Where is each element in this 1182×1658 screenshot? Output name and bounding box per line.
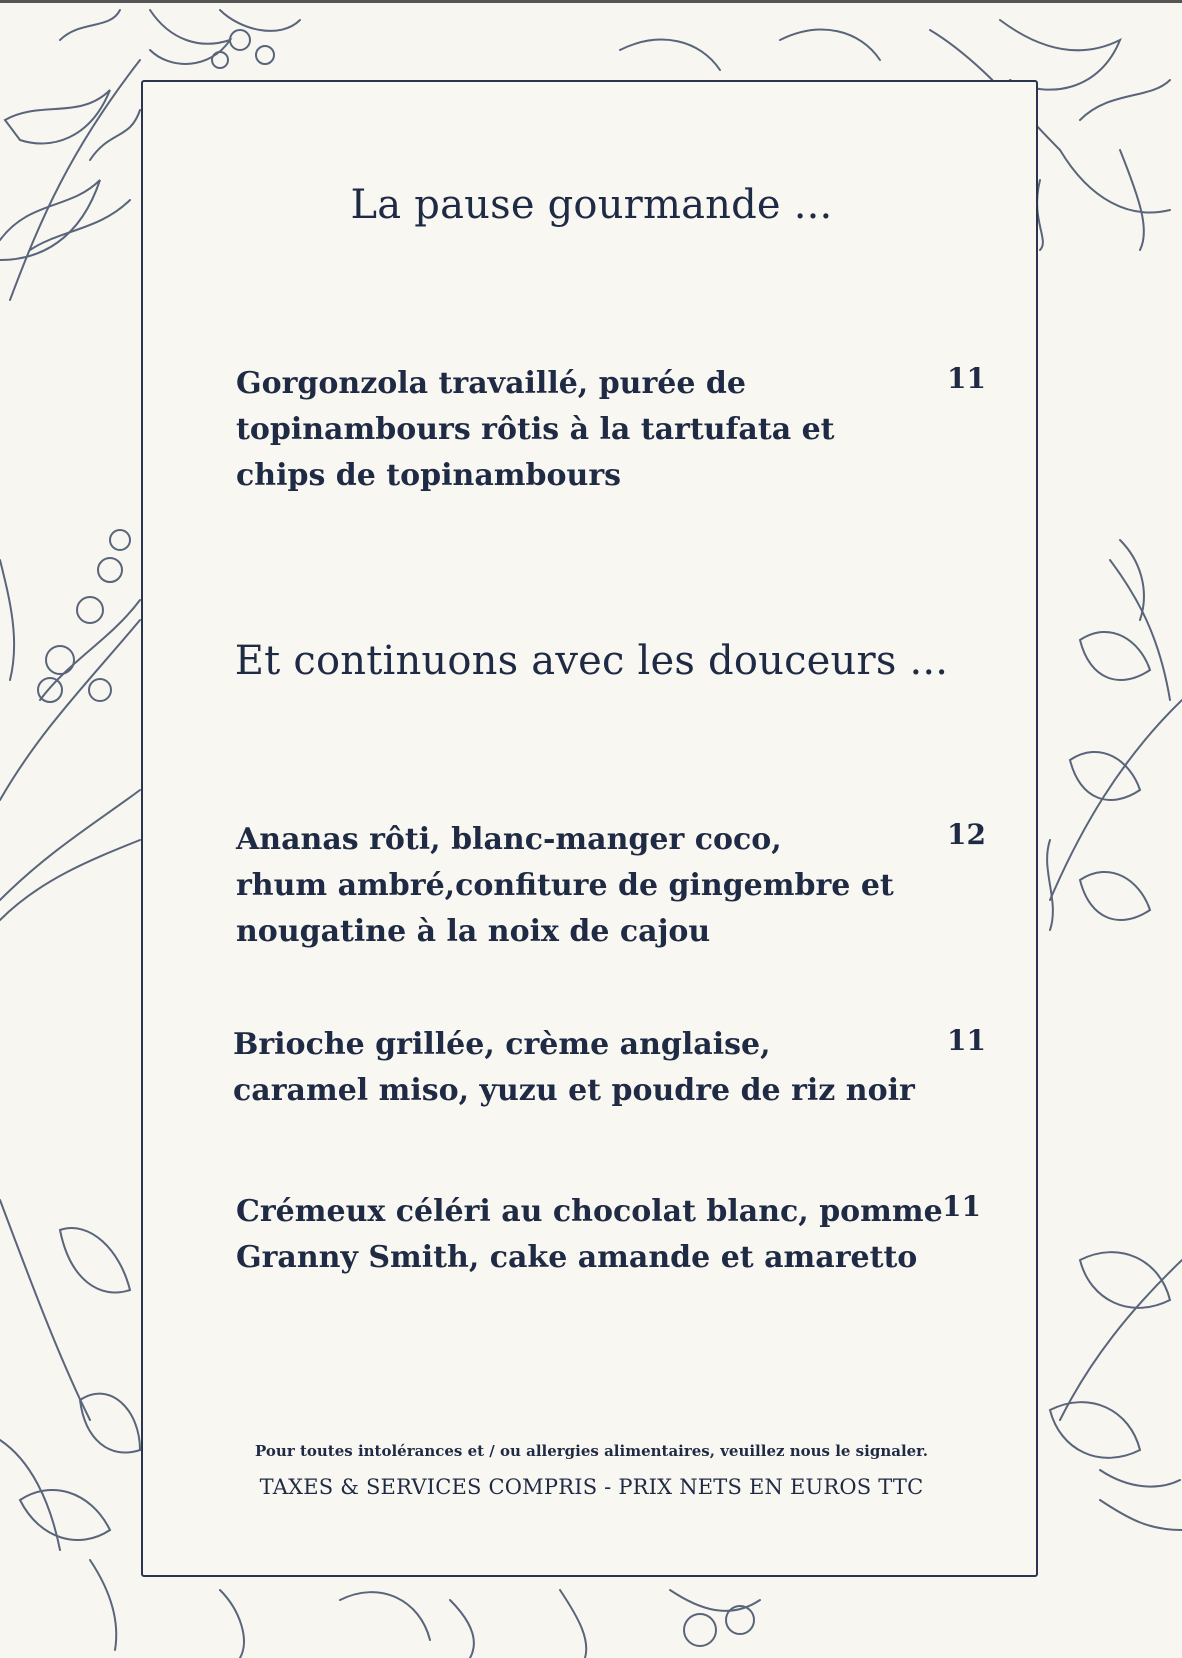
menu-item-price: 12 bbox=[947, 818, 986, 851]
section-title-pause-gourmande: La pause gourmande ... bbox=[350, 182, 833, 228]
section-title-douceurs: Et continuons avec les douceurs ... bbox=[234, 638, 949, 684]
menu-item-line: Brioche grillée, crème anglaise, bbox=[233, 1027, 771, 1062]
menu-item-line: caramel miso, yuzu et poudre de riz noir bbox=[233, 1073, 915, 1108]
menu-item-line: rhum ambré,confiture de gingembre et bbox=[236, 868, 894, 903]
menu-item-price: 11 bbox=[947, 362, 986, 395]
menu-item-ananas bbox=[236, 817, 894, 955]
menu-item-price: 11 bbox=[947, 1024, 986, 1057]
menu-item-line: nougatine à la noix de cajou bbox=[236, 914, 711, 949]
menu-item-line: Gorgonzola travaillé, purée de bbox=[236, 366, 746, 401]
menu-item-cremeux-celeri bbox=[236, 1189, 943, 1281]
menu-item-line: Crémeux céléri au chocolat blanc, pomme bbox=[236, 1194, 943, 1229]
menu-item-line: Ananas rôti, blanc-manger coco, bbox=[236, 822, 782, 857]
menu-item-line: Granny Smith, cake amande et amaretto bbox=[236, 1240, 918, 1275]
menu-card bbox=[141, 80, 1038, 1577]
menu-item-line: topinambours rôtis à la tartufata et bbox=[236, 412, 835, 447]
menu-item-line: chips de topinambours bbox=[236, 458, 622, 493]
menu-item-gorgonzola bbox=[236, 361, 835, 499]
allergy-notice: Pour toutes intolérances et / ou allergies alimentaires, veuillez nous le signaler. bbox=[255, 1442, 928, 1460]
taxes-notice: TAXES & SERVICES COMPRIS - PRIX NETS EN EUROS TTC bbox=[259, 1475, 924, 1499]
menu-item-brioche bbox=[233, 1022, 915, 1114]
menu-item-price: 11 bbox=[942, 1190, 981, 1223]
